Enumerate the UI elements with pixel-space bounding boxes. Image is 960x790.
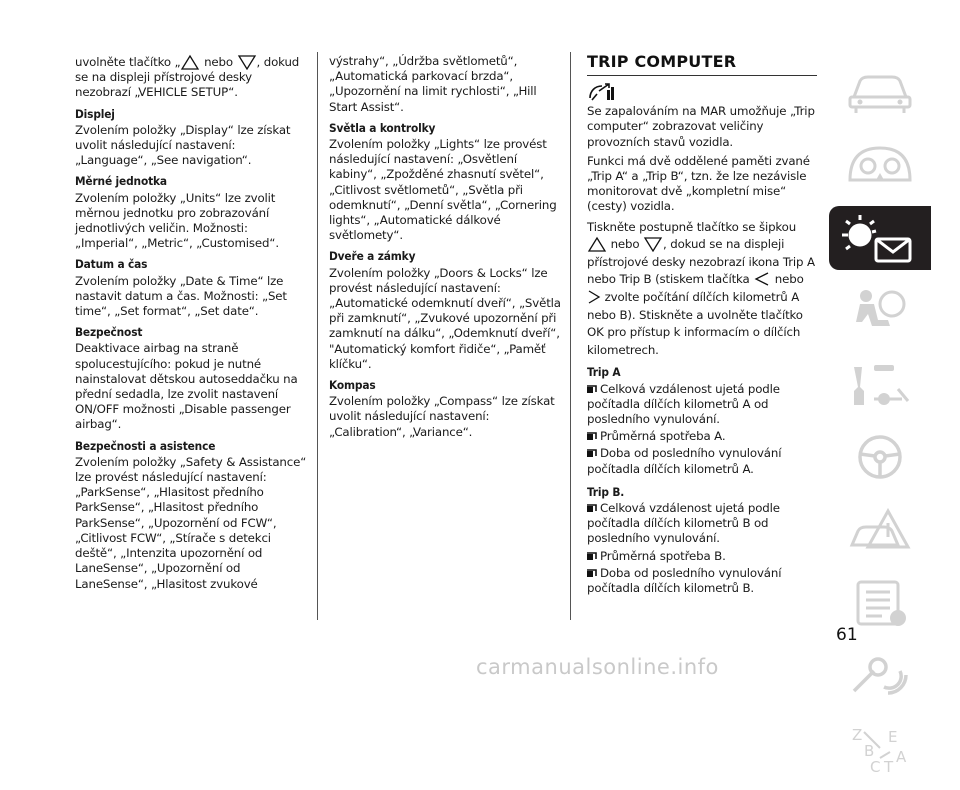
heading-compass: Kompas [329,378,376,393]
page-number: 61 [836,625,858,645]
up-arrow-button-icon [587,236,607,252]
paragraph-assist: Zvolením položky „Safety & Assistance“ lze provést následující nastavení: „ParkSense“, „Hlasitost předního ParkSense“, „Hlasitost předního ParkSense“, „Upozornění od FCW“, „Citlivost FCW“, „Stírače s detekci deště“, „Intenzita upozornění od LaneSense“, „Upozornění od LaneSense“, „Hlasitost zvukové [75,454,307,591]
trip-b-item: Celková vzdálenost ujetá podle počítadla dílčích kilometrů B od posledního vynulování. [587,501,780,546]
intro3-text-e: zvolte počítání dílčích kilometrů A nebo B). Stiskněte a uvolněte tlačítko OK pro přístup k informacím o dílčích kilometrech. [587,290,803,357]
tab-index[interactable] [829,717,931,781]
heading-units: Měrné jednotka [75,174,167,189]
intro-text-a: uvolněte tlačítko „ [75,55,181,69]
heading-safety: Bezpečnost [75,325,143,340]
up-arrow-button-icon [180,54,200,70]
heading-assist: Bezpečnosti a asistence [75,438,216,453]
down-arrow-button-icon [643,236,663,252]
heading-trip-b: Trip B. [587,484,625,499]
bullet-marker-icon [587,552,597,560]
heading-trip-a: Trip A [587,365,621,380]
section-tabs [829,60,931,790]
dashboard-warning-icon [844,140,916,190]
ignition-mar-icon [587,80,817,102]
paragraph-display: Zvolením položky „Display“ lze získat uvolit následující nastavení: „Language“, „See navigation“. [75,122,291,168]
document-list-icon [844,578,916,628]
down-arrow-button-icon [237,54,257,70]
tab-driving[interactable] [829,425,931,489]
column-divider-1 [317,52,318,620]
tab-emergency[interactable] [829,498,931,562]
left-arrow-button-icon [753,271,771,287]
intro-text-b: nebo [200,55,237,69]
bullet-marker-icon [587,385,597,393]
intro3-text-b: nebo [607,237,644,252]
heading-lights: Světla a kontrolky [329,120,436,135]
light-message-icon [840,211,920,265]
tab-lights-messages[interactable] [829,206,931,270]
paragraph-safety: Deaktivace airbag na straně spolucestujícího: pokud je nutné nainstalovat dětskou autoseddačku na přední sedadla, lze zvolit nastavení ON/OFF možnosti „Disable passenger airbag“. [75,341,298,432]
heading-doors: Dveře a zámky [329,249,416,264]
trip-a-item: Celková vzdálenost ujetá podle počítadla dílčích kilometrů A od posledního vynulování. [587,381,780,426]
car-icon [844,67,916,117]
column-1 [75,54,307,596]
trip-b-item: Doba od posledního vynulování počítadla dílčích kilometrů B. [587,565,782,596]
tab-vehicle[interactable] [829,60,931,124]
bullet-marker-icon [587,432,597,440]
paragraph-intro-1: Se zapalováním na MAR umožňuje „Trip computer“ zobrazovat veličiny provozních stavů vozidla. [587,104,815,149]
svg-text:T: T [884,758,894,774]
svg-text:Z: Z [852,726,863,744]
paragraph-compass: Zvolením položky „Compass“ lze získat uvolit následující nastavení: „Calibration“, „Variance“. [329,394,555,439]
intro3-text-a: Tiskněte postupně tlačítko se šipkou [587,219,797,234]
tab-safety[interactable] [829,279,931,343]
paragraph-doors: Zvolením položky „Doors & Locks“ lze provést následující nastavení: „Automatické odemknutí dveří“, „Světla při zamknutí“, „Zvukové upozornění při zamknutí na dálku“, „Odemknutí dveří“, "Automatický komfort řidiče“, „Paměť klíčku“. [329,265,561,371]
intro-paragraph [75,54,307,101]
svg-text:E: E [888,728,898,746]
svg-text:C: C [870,758,881,774]
paragraph-units: Zvolením položky „Units“ lze zvolit měrnou jednotku pro zobrazování jednotlivých veličin. Možnosti: „Imperial“, „Metric“, „Customised“. [75,190,279,251]
heading-datetime: Datum a čas [75,257,148,272]
trip-a-item: Doba od posledního vynulování počítadla dílčích kilometrů A. [587,446,782,476]
bullet-marker-icon [587,569,597,577]
trip-a-item: Průměrná spotřeba A. [587,429,817,444]
paragraph-datetime: Zvolením položky „Date & Time“ lze nastavit datum a čas. Možnosti: „Set time“, „Set format“, „Set date“. [75,273,287,319]
paragraph-continuation: výstrahy“, „Údržba světlometů“, „Automatická parkovací brzda“, „Upozornění na limit rychlosti“, „Hill Start Assist“. [329,54,537,114]
warning-triangle-car-icon [844,505,916,555]
paragraph-intro-3 [587,219,817,360]
tab-starting-driving[interactable] [829,352,931,416]
bullet-marker-icon [587,449,597,457]
paragraph-intro-2: Funkci má dvě oddělené paměti zvané „Trip A“ a „Trip B“, tzn. že lze nezávisle monitorovat dvě „kompletní mise“ (cesty) vozidla. [587,153,810,214]
intro3-text-d: nebo [771,272,804,287]
bullet-marker-icon [587,504,597,512]
wrench-car-icon [844,651,916,701]
intro3-text-c: , dokud se na displeji přístrojové desky nezobrazí ikona Trip A nebo Trip B (stiskem tlačítka [587,237,815,287]
svg-text:A: A [896,748,907,766]
alphabet-index-icon [844,724,916,774]
intro-text-c: , dokud se na displeji přístrojové desky nezobrazí „VEHICLE SETUP“. [75,55,300,100]
trip-b-item: Průměrná spotřeba B. [587,549,817,564]
tab-technical[interactable] [829,644,931,708]
airbag-person-icon [844,286,916,336]
tab-dashboard[interactable] [829,133,931,197]
tools-icon [844,359,916,409]
right-arrow-button-icon [587,289,601,305]
column-2 [329,54,561,444]
steering-wheel-icon [844,432,916,482]
section-title: TRIP COMPUTER [587,54,817,76]
watermark: carmanualsonline.info [476,655,719,679]
paragraph-lights: Zvolením položky „Lights“ lze provést následující nastavení: „Osvětlení kabiny“, „Zpožděné zhasnutí světel“, „Citlivost světlometů“, „Světla při odemknutí“, „Denní světla“, „Cornering lights“, „Automatické dálkové světlomety“. [329,137,557,243]
column-3 [587,54,817,598]
column-divider-2 [570,52,571,620]
heading-display: Displej [75,106,115,121]
svg-text:B: B [864,742,875,760]
